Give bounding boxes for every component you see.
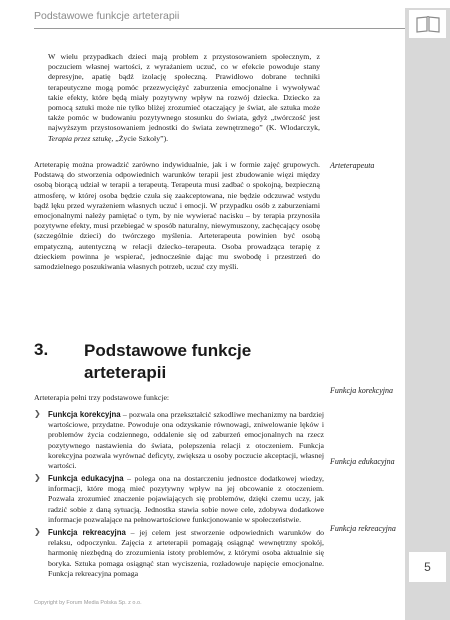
open-book-icon bbox=[409, 10, 446, 38]
list-item-body: – polega ona na dostarczeniu jednostce dodatkowej wiedzy, informacji, które mogą mieć pozytywny wpływ na jej obcowanie z otoczeniem. Pozwala zrozumieć znaczenie pojawiających się problemów, dzięki czemu uczy, jak radzić sobie z daną sytuacją. Jednostka stawia sobie nowe cele, zdobywa dodatkowe informacje pozwalające na pełnowartościowe funkcjonowanie w społeczeństwie. bbox=[48, 474, 324, 524]
footer-copyright: Copyright by Forum Media Polska Sp. z o.o. bbox=[34, 600, 142, 606]
list-item-title: Funkcja edukacyjna bbox=[48, 474, 124, 483]
right-margin-bar bbox=[405, 8, 450, 620]
running-header-title: Podstawowe funkcje arteterapii bbox=[34, 10, 180, 22]
chevron-right-icon: ❯ bbox=[34, 527, 41, 536]
quote-text: W wielu przypadkach dzieci mają problem z przystosowaniem społecznym, z poczuciem własnej wartości, z wyrażaniem uczuć, co w efekcie powoduje stany depresyjne, apatię bądź izolację społeczną. Prawidłowo dobrane techniki terapeutyczne mogą pomóc przezwyciężyć zaburzenia emocjonalne i wywoływać takie efekty, które będą miały pozytywny wpływ na rozwój dziecka. Dziecko za pomocą sztuki może nie tylko bliżej zrozumieć otaczający je świat, ale sztuka może także pomóc w budowaniu pozytywnego stosunku do świata, gdyż „twórczość jest najwyższym przystosowaniem jednostki do świata zewnętrznego” (K. Wlodarczyk, bbox=[48, 52, 320, 133]
quote-source-tail: , „Życie Szkoły”). bbox=[111, 133, 169, 143]
quote-source-title: Terapia przez sztukę bbox=[48, 133, 112, 143]
list-item-text bbox=[48, 474, 324, 525]
chevron-right-icon: ❯ bbox=[34, 473, 41, 482]
chevron-right-icon: ❯ bbox=[34, 409, 41, 418]
chapter-title: Podstawowe funkcje arteterapii bbox=[84, 341, 252, 382]
functions-intro: Arteterapia pełni trzy podstawowe funkcje: bbox=[34, 393, 170, 402]
list-item-title: Funkcja rekreacyjna bbox=[48, 528, 126, 537]
body-paragraph: Arteterapię można prowadzić zarówno indywidualnie, jak i w formie zajęć grupowych. Podstawą do stworzenia odpowiednich warunków terapii jest zbudowanie więzi między osobą biorącą udział w terapii a terapeutą. Terapeuta musi zadbać o spokojną, bezpieczną atmosferę, w której osoba będzie czuła się zaakceptowana, nie będzie odczuwać wstydu bądź lęku przed wyrażeniem własnych uczuć i emocji. W przypadku osób z zaburzeniami emocjonalnymi należy pamiętać o tym, by nie wywierać nacisku – by terapia przynosiła pozytywne efekty, musi przebiegać w sposób naturalny, niewymuszony, zachęcający osobę (szczególnie dzieci) do twórczego myślenia. Arteterapeuta powinien być osobą empatyczną, autentyczną w relacji dziecko–terapeuta. Osoba prowadząca terapię z dzieckiem powinna je wspierać, jednocześnie dając mu swobodę i przestrzeń do samodzielnego poszukiwania własnych potrzeb, uczuć czy myśli. bbox=[34, 160, 320, 272]
margin-note-rekreacyjna: Funkcja rekreacyjna bbox=[330, 524, 396, 533]
margin-note-korekcyjna: Funkcja korekcyjna bbox=[330, 386, 394, 395]
page-number: 5 bbox=[409, 552, 446, 582]
list-item-body: – pozwala ona przekształcić szkodliwe mechanizmy na bardziej wartościowe, przydatne. Powoduje ona odzyskanie równowagi, zniwelowanie lęków i problemów życia codziennego, oddalenie się od zaburzeń emocjonalnych na rzecz pozytywnego nastawienia do świata, polepszenia relacji z otoczeniem. Funkcja korekcyjna pozwala wyrównać deficyty, zwiększa u osoby poczucie akceptacji, własnej wartości. bbox=[48, 410, 324, 471]
list-item-text bbox=[48, 528, 324, 579]
chapter-number: 3. bbox=[34, 340, 49, 359]
intro-quote bbox=[48, 52, 320, 144]
list-item-title: Funkcja korekcyjna bbox=[48, 410, 121, 419]
margin-note-arteterapeuta: Arteterapeuta bbox=[330, 161, 375, 170]
header-rule bbox=[34, 28, 405, 29]
list-item-body: – jej celem jest stworzenie odpowiednich warunków do relaksu, odpoczynku. Zajęcia z arteterapii pomagają osiągnąć wewnętrzny spokój, harmonię niezbędną do zrozumienia istoty problemów, z którymi osoba aktualnie się boryka. Sztuka pomaga osiągnąć stan wyciszenia, rozładowuje napięcie emocjonalne. Funkcja rekreacyjna pomaga bbox=[48, 528, 324, 578]
margin-note-edukacyjna: Funkcja edukacyjna bbox=[330, 457, 395, 466]
list-item-text bbox=[48, 410, 324, 471]
